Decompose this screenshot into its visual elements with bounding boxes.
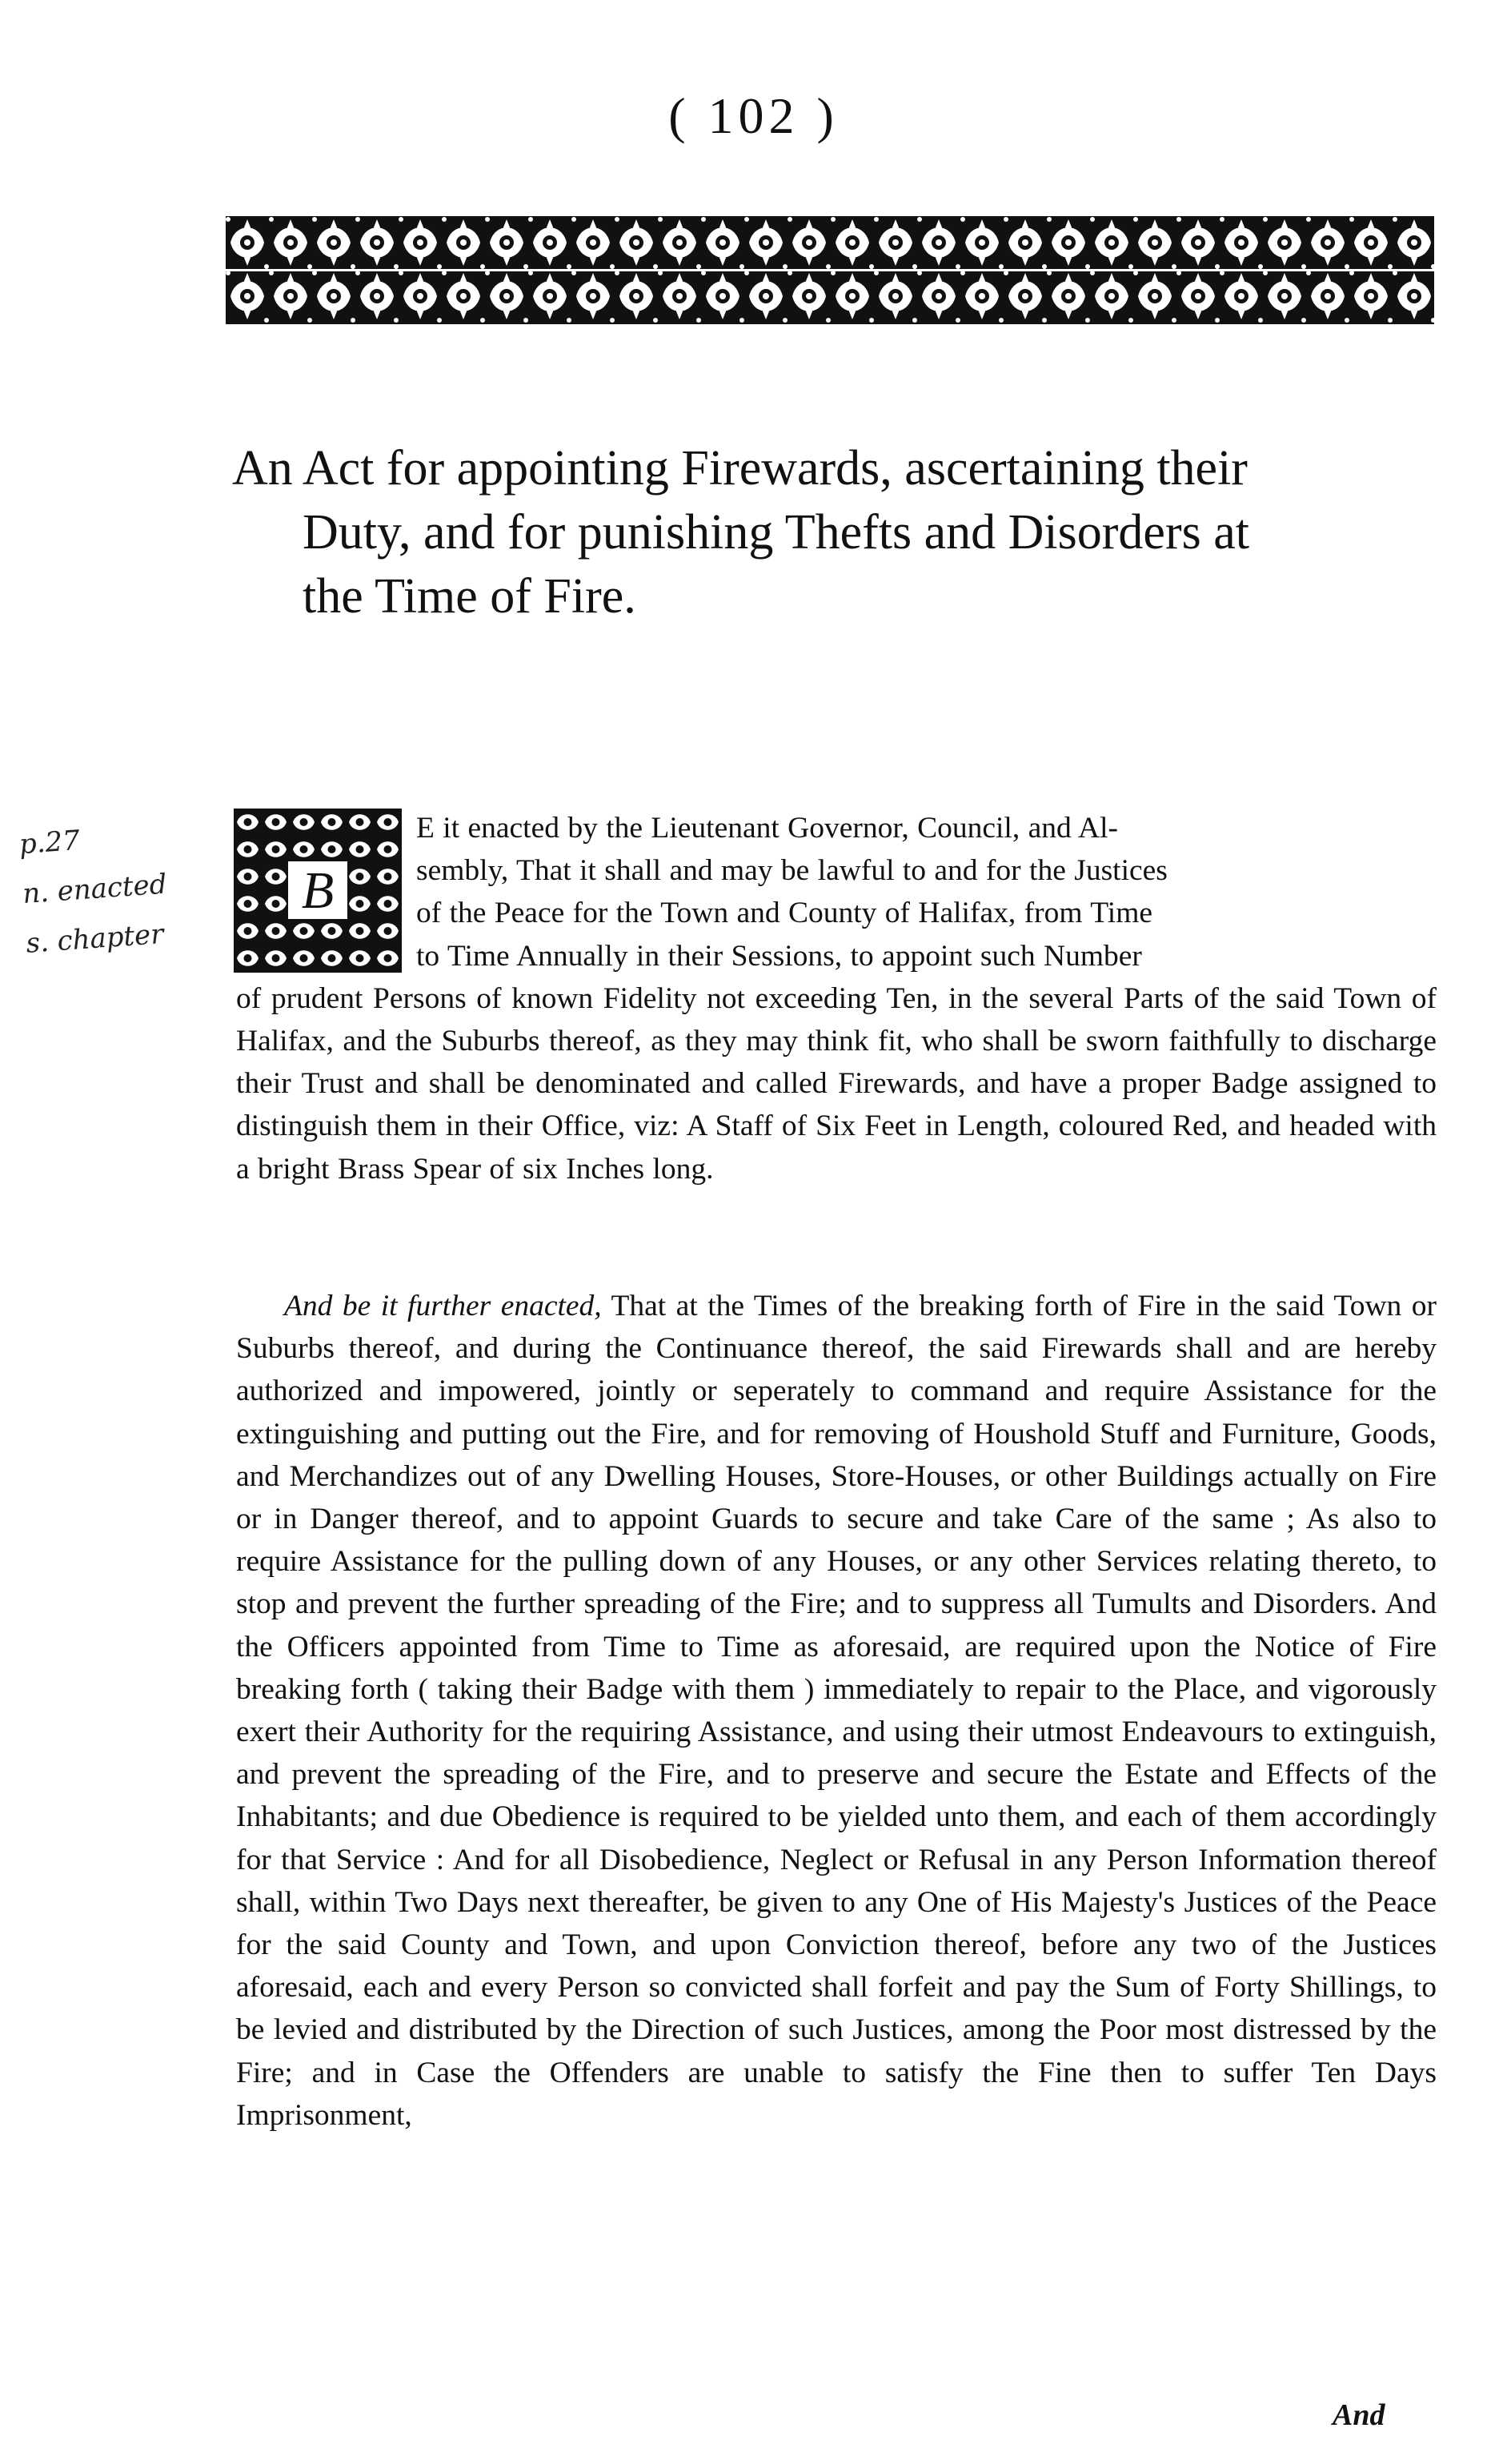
page-number: ( 102 ) — [668, 87, 839, 144]
text-line: E it enacted by the Lieutenant Governor, Council, and Al- — [416, 812, 1119, 845]
enacting-paragraph — [236, 807, 1437, 1190]
text-line: to Time Annually in their Sessions, to appoint such Number — [416, 939, 1142, 973]
title-line: An Act for appointing Firewards, ascertaining their — [232, 441, 1248, 496]
catchword: And — [1333, 2398, 1385, 2432]
initial-letter: B — [301, 861, 335, 920]
paragraph-lead: And be it further enacted, — [284, 1290, 602, 1322]
title-line: the Time of Fire. — [303, 569, 636, 624]
text-line: of the Peace for the Town and County of Halifax, from Time — [416, 897, 1153, 930]
margin-note-line: n. enacted — [21, 868, 168, 911]
margin-note-line: s. chapter — [25, 917, 165, 960]
margin-note-line: p.27 — [18, 824, 82, 861]
act-title — [232, 436, 1441, 628]
further-enacted-paragraph — [236, 1285, 1437, 2137]
handwritten-margin-note — [18, 805, 235, 969]
printer-ornament-band — [226, 216, 1434, 324]
paragraph-body: of prudent Persons of known Fidelity not exceeding Ten, in the several Parts of the said Town of Halifax, and the Suburbs thereof, as they may think fit, who shall be sworn faithfully to discharge their Trust and shall be denominated and called Firewards, and have a proper Badge assigned to distinguish them in their Office, viz: A Staff of Six Feet in Length, coloured Red, and headed with a bright Brass Spear of six Inches long. — [236, 981, 1437, 1186]
ornament-pattern-icon — [226, 216, 1434, 324]
text-line: sembly, That it shall and may be lawful to and for the Justices — [416, 854, 1168, 888]
paragraph-body: That at the Times of the breaking forth of Fire in the said Town or Suburbs thereof, and during the Continuance thereof, the said Firewards shall and are hereby authorized and impowered, jointly or seperately to command and require Assistance for the extinguishing and putting out the Fire, and for removing of Houshold Stuff and Furniture, Goods, and Merchandizes out of any Dwelling Houses, Store-Houses, or other Buildings actually on Fire or in Danger thereof, and to appoint Guards to secure and take Care of the same ; As also to require Assistance for the pulling down of any Houses, or any other Services relating thereto, to stop and prevent the further spreading of the Fire; and to suppress all Tumults and Disorders. And the Officers appointed from Time to Time as aforesaid, are required upon the Notice of Fire breaking forth ( taking their Badge with them ) immediately to repair to the Place, and vigorously exert their Authority for the requiring Assistance, and using their utmost Endeavours to extinguish, and prevent the spreading of the Fire, and to preserve and secure the Estate and Effects of the Inhabitants; and due Obedience is required to be yielded unto them, and each of them accordingly for that Service : And for all Disobedience, Neglect or Refusal in any Person Information thereof shall, within Two Days next thereafter, be given to any One of His Majesty's Justices of the Peace for the said County and Town, and upon Conviction thereof, before any two of the Justices aforesaid, each and every Person so convicted shall forfeit and pay the Sum of Forty Shillings, to be levied and distributed by the Direction of such Justices, among the Poor most distressed by the Fire; and in Case the Offenders are unable to satisfy the Fine then to suffer Ten Days Imprisonment, — [236, 1290, 1437, 2132]
title-line: Duty, and for punishing Thefts and Disorders at — [303, 505, 1249, 560]
